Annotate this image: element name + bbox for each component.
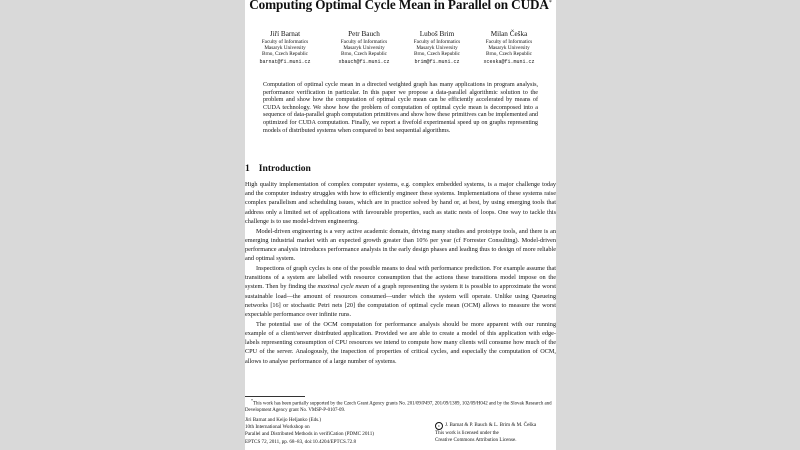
publication-info — [245, 417, 425, 446]
series[interactable]: EPTCS 72, 2011, pp. 68–83, doi:10.4204/EPTCS.72.8 — [245, 438, 357, 445]
paragraph: Model-driven engineering is a very active academic domain, driving many studies and prototype tools, and there is an emerging industrial market with an expected growth greater than 10% per year (cf Forrester Consulting). Model-driven performance analysis introduces performance analysis in the early design phases and leading thus to design of more reliable and optimal system. — [245, 227, 556, 263]
author-location: Brno, Czech Republic — [486, 51, 532, 58]
footnote-rule — [245, 396, 305, 397]
author-block — [470, 29, 548, 65]
footnote-mark: * — [251, 398, 253, 403]
paper-title-text: Computing Optimal Cycle Mean in Parallel on CUDA — [249, 0, 549, 12]
author-location: Brno, Czech Republic — [262, 51, 308, 58]
license-line: This work is licensed under the — [435, 430, 499, 436]
emphasized-term: maximal cycle mean — [317, 283, 369, 291]
author-affiliation: Faculty of Informatics — [413, 39, 461, 45]
author-email[interactable]: brim@fi.muni.cz — [414, 59, 460, 66]
author-block — [246, 29, 324, 65]
section-title: Introduction — [258, 163, 311, 174]
introduction-body — [245, 180, 556, 366]
author-affiliation: Faculty of Informatics — [485, 39, 533, 45]
author-email[interactable]: xceska@fi.muni.cz — [483, 59, 535, 66]
author-name: Luboš Brim — [419, 30, 455, 38]
author-name: Jiří Barnat — [269, 30, 301, 38]
title-footnote-mark: * — [548, 0, 552, 6]
author-name: Milan Češka — [490, 30, 528, 38]
footnote-text: This work has been partially supported by the Czech Grant Agency grants No. 201/09/P497, 201/09/1389, 102/09/H042 and by the Slovak Research and Development Agency grant No. VMSP-P-0107-09. — [245, 401, 552, 413]
workshop: 10th International Workshop on — [245, 424, 310, 431]
author-affiliation: Faculty of Informatics — [340, 39, 388, 45]
paragraph-text: of a graph representing the system it is possible to approximate the worst sustainable load—the amount of resources consumed—under which the system will operate. Unlike using Queueing networks [16] or stochastic Petri nets [20] the computation of optimal cycle mean (OCM) allows to measure the worst expectable performance over infinite runs. — [245, 283, 556, 319]
section-heading — [245, 163, 311, 174]
editors: Jiri Barnat and Keijo Heljanko (Eds.) — [245, 417, 322, 423]
paragraph: High quality implementation of complex computer systems, e.g. complex embedded systems, is a major challenge today and the computer industry struggles with how to efficiently engineer these systems. Implementations of these systems raise complex parallelism and scheduling issues, which are in practice solved by hand or, at best, by using emerging tools that address only a limited set of applications with favourable properties, such as static nests of loops. One way to tackle this challenge is to use model-driven engineering. — [245, 181, 556, 225]
abstract: Computation of optimal cycle mean in a directed weighted graph has many applications in program analysis, performance verification in particular. In this paper we propose a data-parallel algorithmic solution to the problem and show how the computation of optimal cycle mean can be efficiently accelerated by means of CUDA technology. We show how the problem of computation of optimal cycle mean is decomposed into a sequence of data-parallel graph computation primitives and show how these primitives can be implemented and optimized for CUDA computation. Finally, we report a fivefold experimental speed up on graphs representing models of distributed systems when compared to best sequential algorithms. — [263, 82, 538, 134]
author-affiliation: Faculty of Informatics — [261, 39, 309, 45]
paper-page — [245, 0, 556, 450]
author-location: Brno, Czech Republic — [414, 51, 460, 58]
author-university: Masaryk University — [343, 45, 385, 52]
footnote — [245, 398, 556, 414]
author-university: Masaryk University — [488, 45, 530, 52]
author-email[interactable]: barnat@fi.muni.cz — [259, 59, 311, 66]
paragraph-text: Inspections of graph cycles is one of the possible means to deal with performance prediction. For example assume that transitions of a system are labelled with resource consumption that the actions these transitions model impose on the system. Then by finding the — [245, 265, 556, 291]
author-name: Petr Bauch — [348, 30, 380, 38]
paper-title — [245, 0, 556, 13]
copyright-holders: J. Barnat & P. Bauch & L. Brim & M. Češka — [445, 422, 537, 428]
paragraph: The potential use of the OCM computation for performance analysis should be more apparent with our running example of a client/server distributed application. Provided we are able to create a model of this application with edge-labels representing consumption of CPU resources we intend to compute how many clients will consume how much of the CPU of the server. Analogously, the inspection of properties of critical cycles, and especially the computation of OCM, allows to analyse performance of a large number of systems. — [245, 320, 556, 365]
author-block — [398, 29, 476, 65]
author-university: Masaryk University — [416, 45, 458, 52]
section-number: 1 — [245, 163, 250, 174]
author-email[interactable]: xbauch@fi.muni.cz — [338, 59, 390, 66]
paragraph — [245, 264, 556, 319]
license-info — [435, 422, 556, 444]
author-university: Masaryk University — [264, 45, 306, 52]
workshop-name: Parallel and Distributed Methods in verifiCation (PDMC 2011) — [245, 431, 374, 438]
author-location: Brno, Czech Republic — [341, 51, 387, 58]
license-link[interactable]: Creative Commons Attribution License. — [435, 437, 517, 444]
author-block — [325, 29, 403, 65]
copyright-icon: c — [435, 422, 443, 430]
